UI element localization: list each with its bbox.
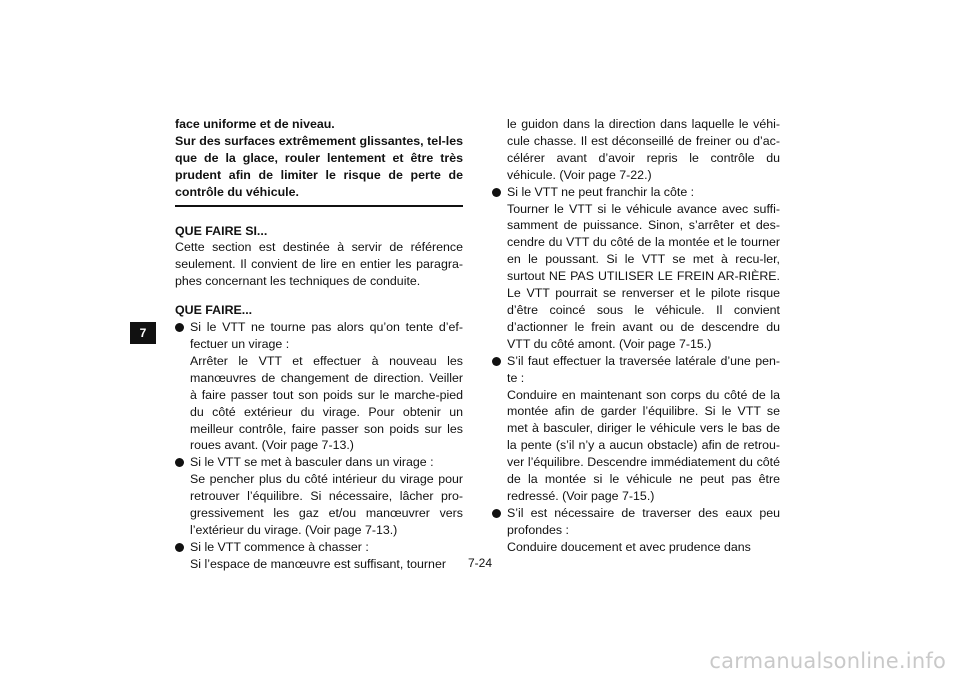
list-item-body: Arrêter le VTT et effectuer à nouveau les manœuvres de changement de direction. Veiller à faire passer tout son poids sur le marche-pied du côté extérieur du virage. Pour obtenir un meilleur contrôle, faire passer son poids sur les roues avant. (Voir page 7-13.) — [190, 353, 463, 453]
continuation-text: le guidon dans la direction dans laquelle le véhi-cule chasse. Il est déconseillé de freiner ou d’ac-célérer avant d’avoir repris le contrôle du véhicule. (Voir page 7-22.) — [507, 117, 780, 182]
list-item-title: Si le VTT ne tourne pas alors qu’on tente d’ef-fectuer un virage : — [190, 320, 463, 351]
bullet-dot-icon — [492, 357, 501, 366]
list-item-title: S’il est nécessaire de traverser des eaux peu profondes : — [507, 505, 780, 537]
list-item-title: Si le VTT ne peut franchir la côte : — [507, 184, 695, 199]
page-number: 7-24 — [467, 556, 493, 570]
warning-text-2: Sur des surfaces extrêmement glissantes, tel-les que de la glace, rouler lentement et être très prudent afin de limiter le risque de perte de contrôle du véhicule. — [175, 133, 463, 199]
watermark-link[interactable]: carmanualsonline.info — [709, 649, 946, 673]
list-item — [175, 319, 463, 454]
list-item-title: Si le VTT se met à basculer dans un virage : — [190, 455, 434, 470]
warning-text-1: face uniforme et de niveau. — [175, 117, 335, 131]
list-item-title: Si le VTT commence à chasser : — [190, 539, 369, 554]
right-column — [492, 116, 780, 556]
list-item — [175, 454, 463, 539]
section-heading-que-faire-si: QUE FAIRE SI... — [175, 223, 268, 238]
list-item-body: Tourner le VTT si le véhicule avance avec suffi-samment de puissance. Sinon, s’arrêter et des-cendre du VTT du côté de la montée et le tourner en le poussant. Si le VTT se met à recu-ler, surtout NE PAS UTILISER LE FREIN AR-RIÈRE. Le VTT pourrait se renverser et le pilote risque d’être coincé sous le véhicule. Il convient d’actionner le frein avant ou de descendre du VTT du côté amont. (Voir page 7-15.) — [507, 201, 780, 351]
bullet-dot-icon — [492, 188, 501, 197]
bullet-dot-icon — [175, 543, 184, 552]
list-item-body: Si l’espace de manœuvre est suffisant, tourner — [190, 556, 446, 571]
list-item-body: Se pencher plus du côté intérieur du virage pour retrouver l’équilibre. Si nécessaire, lâcher pro-gressivement les gaz et/ou manœuvrer vers l’extérieur du virage. (Voir page 7-13.) — [190, 472, 463, 537]
bullet-dot-icon — [175, 458, 184, 467]
chapter-tab: 7 — [130, 322, 156, 344]
bullet-dot-icon — [175, 323, 184, 332]
list-item-body: Conduire doucement et avec prudence dans — [507, 539, 751, 554]
list-item — [492, 505, 780, 556]
left-column — [175, 116, 463, 573]
list-item — [175, 539, 463, 573]
list-item-body: Conduire en maintenant son corps du côté de la montée afin de garder l’équilibre. Si le VTT se met à basculer, diriger le véhicule vers le bas de la pente (s’il n’y a aucun obstacle) afin de retrou-ver l’équilibre. Descendre immédiatement du côté de la montée si le véhicule ne peut pas être redressé. (Voir page 7-15.) — [507, 387, 780, 503]
list-item — [492, 353, 780, 505]
list-item — [492, 184, 780, 353]
warning-rule — [175, 205, 463, 207]
bullet-dot-icon — [492, 509, 501, 518]
section-intro: Cette section est destinée à servir de référence seulement. Il convient de lire en entier les paragra-phes concernant les techniques de conduite. — [175, 240, 463, 289]
section-heading-que-faire: QUE FAIRE... — [175, 303, 253, 318]
list-item-title: S’il faut effectuer la traversée latérale d’une pen-te : — [507, 353, 780, 385]
